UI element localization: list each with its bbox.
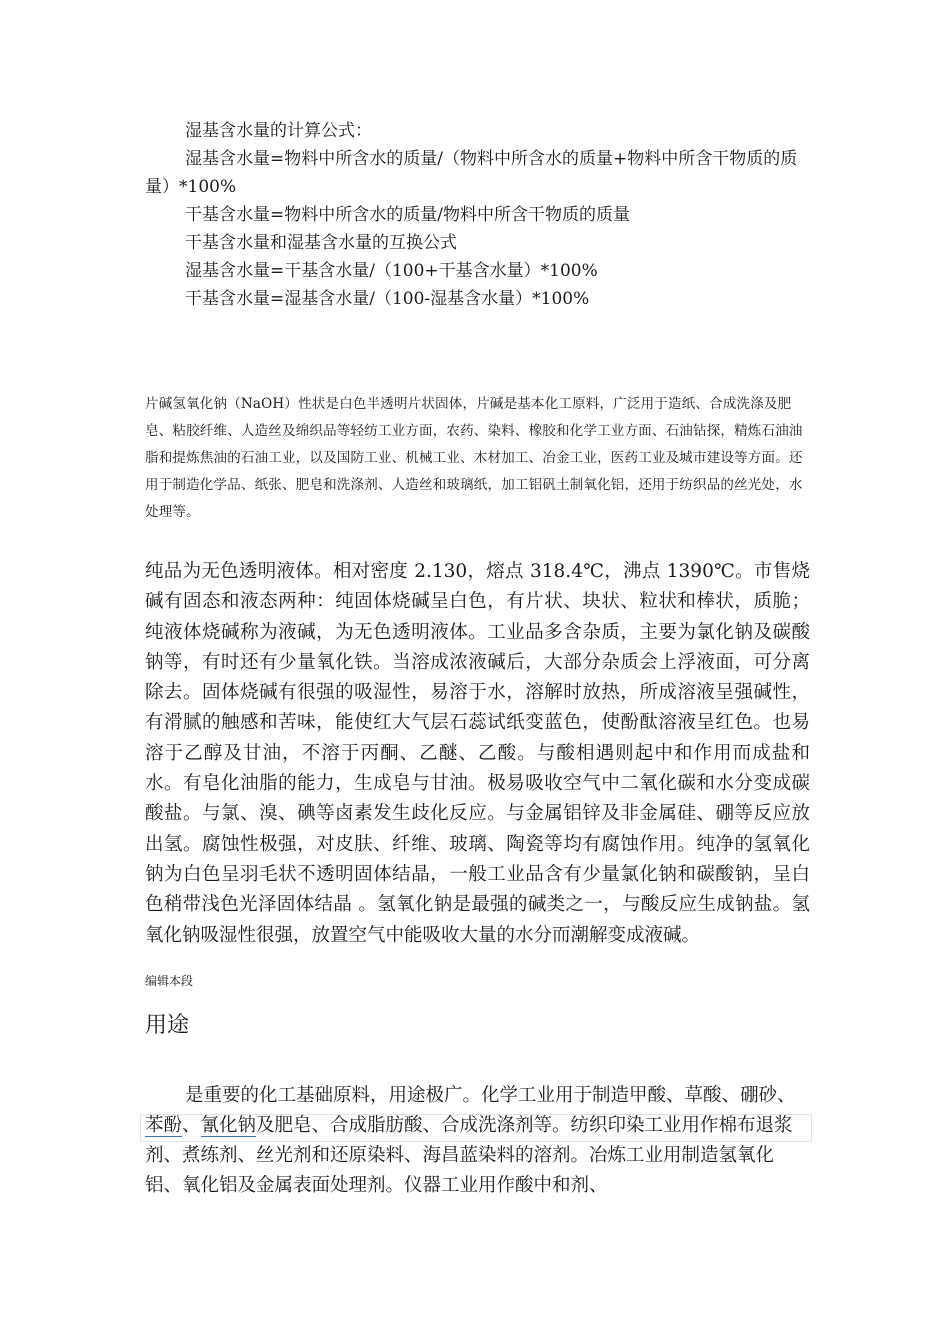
usage-text-1: 是重要的化工基础原料，用途极广。化学工业用于制造甲酸、草酸、硼砂、 [185,1085,796,1106]
intro-paragraph: 片碱氢氧化钠（NaOH）性状是白色半透明片状固体，片碱是基本化工原料，广泛用于造纸、合成洗涤及肥皂、粘胶纤维、人造丝及绵织品等轻纺工业方面，农药、染料、橡胶和化学工业方面、石油钻探，精炼石油油脂和提炼焦油的石油工业，以及国防工业、机械工业、木材加工、冶金工业，医药工业及城市建设等方面。还用于制造化学品、纸张、肥皂和洗涤剂、人造丝和玻璃纸，加工铝矾土制氧化铝，还用于纺织品的丝光处，水处理等。 [145,396,803,520]
formula-heading: 湿基含水量的计算公式： [185,121,372,141]
properties-paragraph: 纯品为无色透明液体。相对密度 2.130，熔点 318.4℃，沸点 1390℃。市售烧碱有固态和液态两种：纯固体烧碱呈白色，有片状、块状、粒状和棒状，质脆；纯液体烧碱称为液碱，为无色透明液体。工业品多含杂质，主要为氯化钠及碳酸钠等，有时还有少量氧化铁。当溶成浓液碱后，大部分杂质会上浮液面，可分离除去。固体烧碱有很强的吸湿性，易溶于水，溶解时放热，所成溶液呈强碱性，有滑腻的触感和苦味，能使红大气层石蕊试纸变蓝色，使酚酞溶液呈红色。也易溶于乙醇及甘油，不溶于丙酮、乙醚、乙酸。与酸相遇则起中和作用而成盐和水。有皂化油脂的能力，生成皂与甘油。极易吸收空气中二氧化碳和水分变成碳酸盐。与氯、溴、碘等卤素发生歧化反应。与金属铝锌及非金属硅、硼等反应放出氢。腐蚀性极强，对皮肤、纤维、玻璃、陶瓷等均有腐蚀作用。纯净的氢氧化钠为白色呈羽毛状不透明固体结晶，一般工业品含有少量氯化钠和碳酸钠，呈白色稍带浅色光泽固体结晶 。氢氧化钠是最强的碱类之一，与酸反应生成钠盐。氢氧化钠吸湿性很强，放置空气中能吸收大量的水分而潮解变成液碱。 [145,561,810,946]
conversion-heading: 干基含水量和湿基含水量的互换公式 [185,233,457,253]
formula-section [145,117,810,313]
usage-separator: 、 [182,1115,201,1136]
link-sodium-cyanide[interactable]: 氰化钠 [200,1115,257,1136]
edit-section-link[interactable]: 编辑本段 [145,974,194,988]
usage-paragraph [145,1081,810,1201]
link-phenol[interactable]: 苯酚 [145,1115,183,1136]
wet-from-dry-formula: 湿基含水量=干基含水量/（100+干基含水量）*100% [185,261,598,281]
wet-basis-formula: 湿基含水量=物料中所含水的质量/（物料中所含水的质量+物料中所含干物质的质量）*100% [145,149,798,197]
section-heading-uses: 用途 [145,1013,190,1038]
usage-text-2: 及肥皂、合成脂肪酸、合成洗涤剂等。纺织印染工业用作棉布退浆剂、煮练剂、丝光剂和还原染料、海昌蓝染料的溶剂。冶炼工业用制造氢氧化铝、氧化铝及金属表面处理剂。仪器工业用作酸中和剂、 [145,1115,793,1196]
dry-basis-formula: 干基含水量=物料中所含水的质量/物料中所含干物质的质量 [185,205,630,225]
dry-from-wet-formula: 干基含水量=湿基含水量/（100-湿基含水量）*100% [185,289,590,309]
